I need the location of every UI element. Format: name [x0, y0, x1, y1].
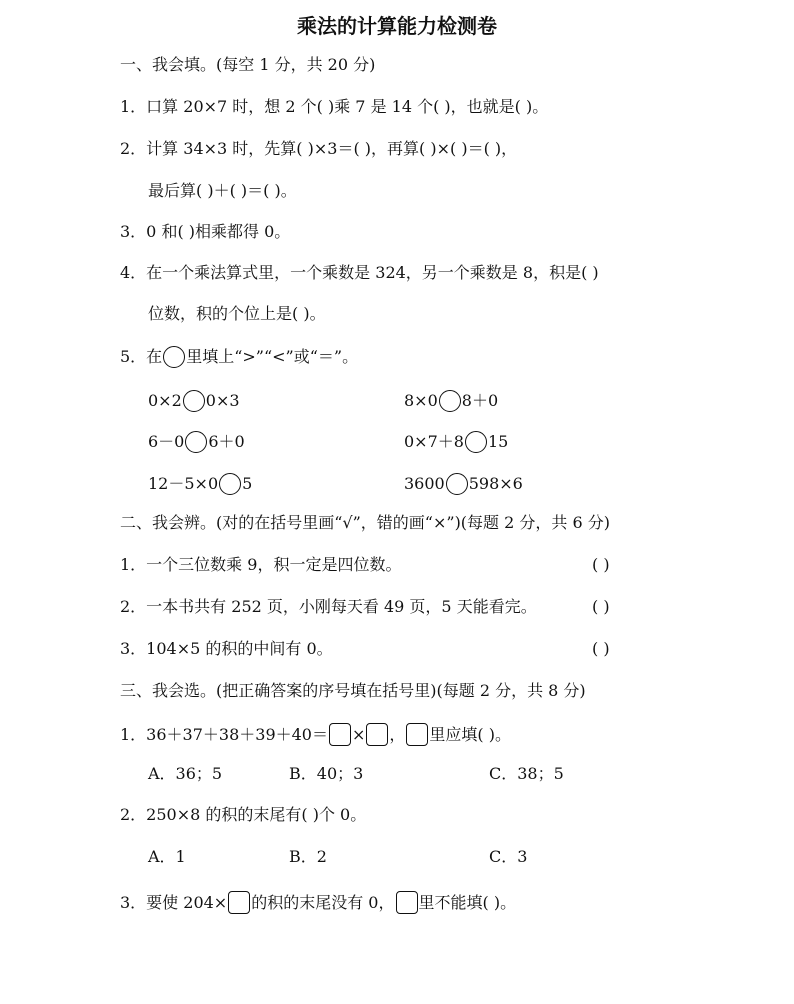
compare-left: 0×7＋8: [404, 432, 464, 451]
compare-item: [404, 431, 508, 453]
compare-right: 8＋0: [461, 391, 499, 410]
choice-question-3-middle: 的积的末尾没有 0，: [251, 893, 395, 912]
judge-item-3: 3．104×5 的积的中间有 0。: [120, 639, 333, 658]
compare-right: 598×6: [468, 474, 523, 493]
judge-paren[interactable]: ( ): [592, 597, 610, 616]
compare-item: [148, 431, 245, 453]
compare-circle[interactable]: [219, 473, 241, 495]
compare-left: 8×0: [404, 391, 438, 410]
question-1-1: 1．口算 20×7 时，想 2 个( )乘 7 是 14 个( )，也就是( )。: [120, 97, 549, 116]
option-c[interactable]: C．38；5: [489, 764, 564, 783]
compare-item: [148, 473, 252, 495]
compare-right: 15: [487, 432, 509, 451]
compare-right: 6＋0: [208, 432, 245, 451]
question-1-2-line2: 最后算( )＋( )＝( )。: [148, 181, 297, 200]
section3-heading: 三、我会选。(把正确答案的序号填在括号里)(每题 2 分，共 8 分): [120, 681, 586, 700]
compare-circle[interactable]: [185, 431, 207, 453]
question-1-4-line2: 位数，积的个位上是( )。: [148, 304, 326, 323]
answer-box[interactable]: [329, 723, 351, 746]
section1-heading: 一、我会填。(每空 1 分，共 20 分): [120, 55, 376, 74]
times-sign: ×: [351, 725, 366, 744]
answer-box[interactable]: [406, 723, 428, 746]
comma: ，: [389, 725, 406, 744]
judge-paren[interactable]: ( ): [592, 555, 610, 574]
compare-item: [404, 390, 498, 412]
compare-left: 3600: [404, 474, 445, 493]
judge-item-1: 1．一个三位数乘 9，积一定是四位数。: [120, 555, 402, 574]
question-1-3: 3．0 和( )相乘都得 0。: [120, 222, 291, 241]
compare-left: 0×2: [148, 391, 182, 410]
choice-question-2: 2．250×8 的积的末尾有( )个 0。: [120, 805, 367, 824]
answer-circle[interactable]: [163, 346, 185, 368]
compare-right: 5: [242, 474, 253, 493]
choice-question-3-suffix: 里不能填( )。: [418, 893, 517, 912]
choice-question-1-prefix: 1．36＋37＋38＋39＋40＝: [120, 725, 328, 744]
compare-circle[interactable]: [446, 473, 468, 495]
compare-left: 6－0: [148, 432, 185, 451]
page-title: 乘法的计算能力检测卷: [297, 14, 497, 38]
question-1-2-line1: 2．计算 34×3 时，先算( )×3＝( )，再算( )×( )＝( )，: [120, 139, 518, 158]
option-a[interactable]: A．36；5: [148, 764, 223, 783]
compare-circle[interactable]: [183, 390, 205, 412]
answer-box[interactable]: [366, 723, 388, 746]
choice-question-1: [120, 723, 511, 746]
option-b[interactable]: B．2: [289, 847, 327, 866]
question-1-5: [120, 346, 358, 368]
option-a[interactable]: A．1: [148, 847, 186, 866]
section2-heading: 二、我会辨。(对的在括号里画“√”，错的画“×”)(每题 2 分，共 6 分): [120, 513, 610, 532]
choice-question-3-prefix: 3．要使 204×: [120, 893, 228, 912]
compare-circle[interactable]: [439, 390, 461, 412]
judge-paren[interactable]: ( ): [592, 639, 610, 658]
compare-item: [404, 473, 523, 495]
compare-item: [148, 390, 240, 412]
judge-item-2: 2．一本书共有 252 页，小刚每天看 49 页，5 天能看完。: [120, 597, 537, 616]
answer-box[interactable]: [396, 891, 418, 914]
question-1-4-line1: 4．在一个乘法算式里，一个乘数是 324，另一个乘数是 8，积是( ): [120, 263, 599, 282]
option-b[interactable]: B．40；3: [289, 764, 364, 783]
choice-question-1-suffix: 里应填( )。: [429, 725, 511, 744]
compare-right: 0×3: [205, 391, 240, 410]
answer-box[interactable]: [228, 891, 250, 914]
choice-question-3: [120, 891, 516, 914]
question-1-5-suffix: 里填上“>”“<”或“＝”。: [186, 347, 359, 366]
compare-circle[interactable]: [465, 431, 487, 453]
question-1-5-prefix: 5．在: [120, 347, 163, 366]
option-c[interactable]: C．3: [489, 847, 528, 866]
compare-left: 12－5×0: [148, 474, 219, 493]
